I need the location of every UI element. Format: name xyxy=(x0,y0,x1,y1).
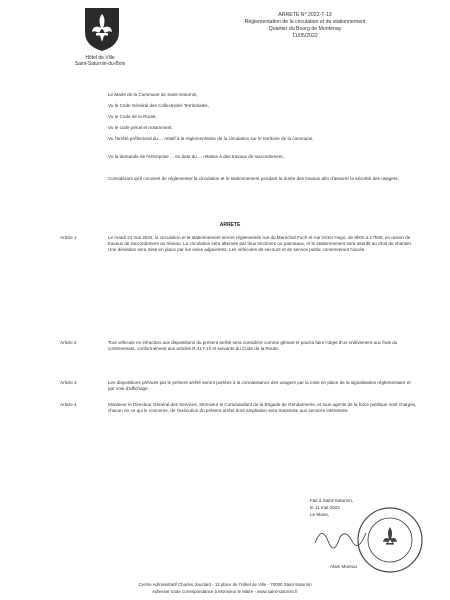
fleur-de-lis-crest-icon xyxy=(83,6,121,52)
footer-contact: Adresser toute correspondance à Monsieur le Maire - www.saint-saturnin.fr xyxy=(152,589,298,594)
decree-number: ARRETE N° 2022-T-13 xyxy=(278,12,332,18)
town-block xyxy=(60,55,140,67)
preamble-line: Vu la demande de l'entreprise ... en date du ... relative à des travaux de raccordement, xyxy=(108,154,284,159)
article-text: Les dispositions prévues par le présent arrêté seront portées à la connaissance des usagers par la mise en place de la signalisation réglementaire et par voie d'affichage. xyxy=(108,380,411,391)
preamble-line: Vu le Code de la Route, xyxy=(108,114,157,119)
signature-date: le 11 mai 2022 xyxy=(310,505,340,510)
footer-address: Centre Administratif Charles Jouclard - 12 place de l'Hôtel de Ville - 70000 Saint-Saturnin xyxy=(138,582,312,587)
preamble-line: Le Maire de la Commune de Saint-Saturnin, xyxy=(108,92,198,97)
decree-header xyxy=(230,12,380,40)
article-text: Tout véhicule en infraction aux dispositions du présent arrêté sera considéré comme gênant et pourra faire l'objet d'un enlèvement aux frais du contrevenant, conformément aux articles R.417-10 et suivants du Code de la Route. xyxy=(108,340,398,351)
signature-title: Le Maire, xyxy=(310,512,330,517)
arrete-title: ARRETE xyxy=(219,222,241,228)
decree-date: 11/05/2022 xyxy=(292,33,318,39)
preamble-line: Vu le code pénal et notamment, xyxy=(108,125,173,130)
article-label: Article 4 xyxy=(60,402,77,407)
preamble-line: Considérant qu'il convient de réglementer la circulation et le stationnement pendant la durée des travaux afin d'assurer la sécurité des usagers, xyxy=(108,176,399,181)
signatory-name: Alain Moreau xyxy=(330,564,358,569)
article-label: Article 1 xyxy=(60,235,77,240)
article-label: Article 2 xyxy=(60,340,77,345)
town-name: Hôtel de Ville xyxy=(85,55,115,61)
decree-location: Quartier du Bourg de Montenay xyxy=(268,26,342,32)
town-service: Saint-Saturnin-du-Bois xyxy=(74,61,126,67)
article-text: Monsieur le Directeur Général des Services, Monsieur le Commandant de la Brigade de Gendarmerie, et tous agents de la force publique sont chargés, chacun en ce qui le concerne, de l'exécution du présent arrêté dont ampliation sera transmise aux services intéressés. xyxy=(108,402,417,413)
signature-place: Fait à Saint-Saturnin, xyxy=(310,498,354,503)
preamble-line: Vu l'arrêté préfectoral du ... relatif à la réglementation de la circulation sur le territoire de la commune, xyxy=(108,136,314,141)
article-label: Article 3 xyxy=(60,380,77,385)
decree-subject: Réglementation de la circulation et du stationnement xyxy=(244,19,366,25)
article-text: Le mardi 24 mai 2022, la circulation et le stationnement seront réglementés rue du Maréchal Foch et rue Victor Hugo, de 8h00 à 17h00, en raison de travaux de raccordement au réseau. La circulation sera alternée par feux tricolores ou panneaux, et le stationnement sera interdit au droit du chantier. Une déviation sera mise en place par les voies adjacentes. Les véhicules de secours et de service public conserveront l'accès. xyxy=(108,235,413,252)
preamble-line: Vu le Code Général des Collectivités Territoriales, xyxy=(108,103,209,108)
